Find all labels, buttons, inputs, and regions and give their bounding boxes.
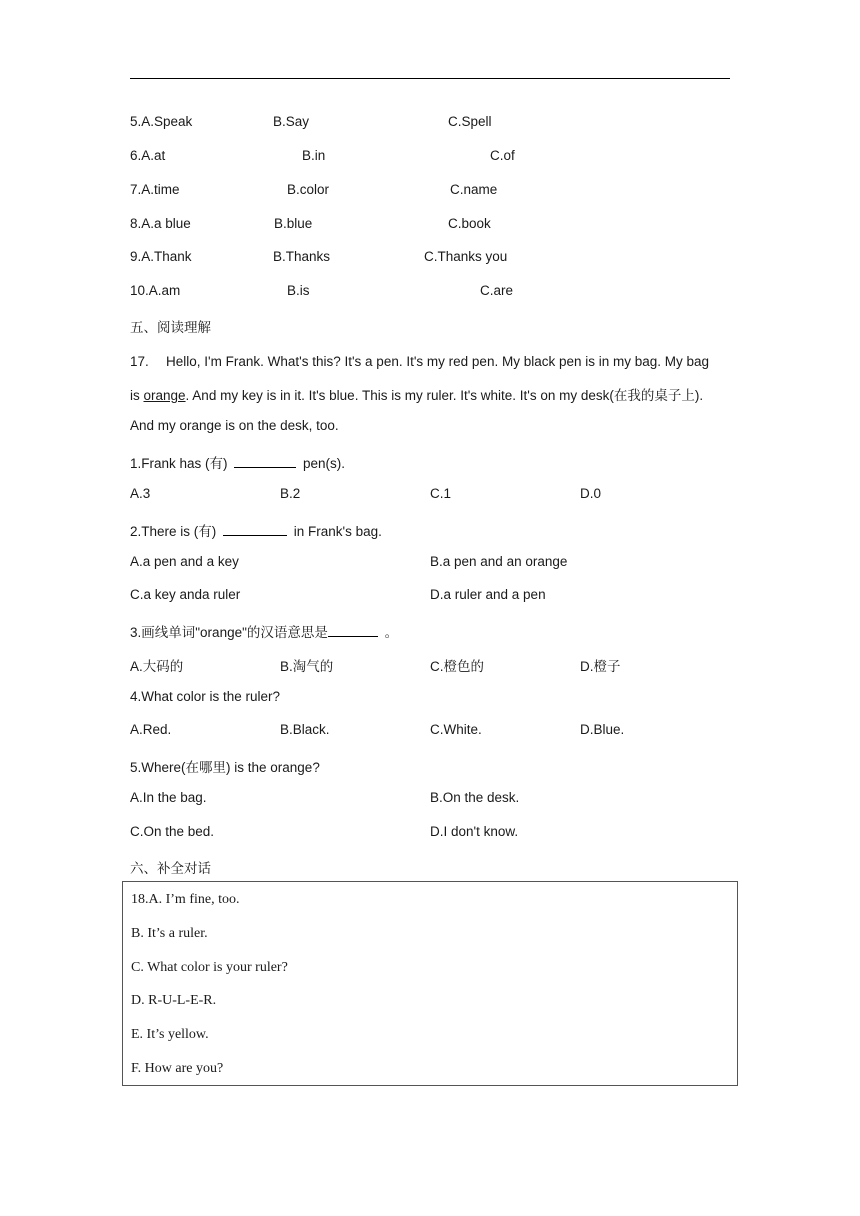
- option-c: C.of: [490, 148, 515, 163]
- option-b: B.is: [287, 283, 310, 298]
- dialogue-option: E. It’s yellow.: [131, 1027, 209, 1042]
- question-stem: [130, 452, 345, 472]
- answer-option: B.a pen and an orange: [430, 554, 568, 569]
- question-text: 。: [380, 625, 399, 640]
- option-a: 8.A.a blue: [130, 216, 191, 231]
- question-text: 3.画线单词"orange"的汉语意思是: [130, 625, 328, 640]
- underlined-word: orange: [143, 388, 186, 403]
- option-a: 5.A.Speak: [130, 114, 193, 129]
- option-b: B.blue: [274, 216, 313, 231]
- question-stem: 5.Where(在哪里) is the orange?: [130, 760, 320, 775]
- answer-option: D.橙子: [580, 659, 621, 674]
- answer-option: C.a key anda ruler: [130, 587, 241, 602]
- dialogue-option: B. It’s a ruler.: [131, 926, 208, 941]
- answer-option: B.On the desk.: [430, 790, 520, 805]
- answer-option: B.2: [280, 486, 301, 501]
- section-heading-reading: 五、阅读理解: [130, 320, 211, 335]
- question-text: in Frank's bag.: [290, 524, 382, 539]
- option-a: 7.A.time: [130, 182, 180, 197]
- answer-option: D.0: [580, 486, 602, 501]
- option-a: 10.A.am: [130, 283, 181, 298]
- answer-option: C.White.: [430, 722, 482, 737]
- answer-blank: [223, 523, 287, 536]
- passage-line: And my orange is on the desk, too.: [130, 418, 339, 433]
- answer-option: A.Red.: [130, 722, 172, 737]
- answer-blank: [234, 455, 296, 468]
- option-c: C.name: [450, 182, 498, 197]
- answer-blank: [328, 624, 378, 637]
- option-c: C.Thanks you: [424, 249, 508, 264]
- header-rule: [130, 78, 730, 79]
- dialogue-option: C. What color is your ruler?: [131, 960, 288, 975]
- dialogue-options-box: [122, 881, 738, 1086]
- answer-option: C.1: [430, 486, 452, 501]
- option-b: B.Say: [273, 114, 310, 129]
- answer-option: A.a pen and a key: [130, 554, 239, 569]
- option-c: C.are: [480, 283, 514, 298]
- option-c: C.Spell: [448, 114, 492, 129]
- dialogue-option: 18.A. I’m fine, too.: [131, 892, 240, 907]
- section-heading-dialogue: 六、补全对话: [130, 861, 211, 876]
- option-b: B.Thanks: [273, 249, 331, 264]
- answer-option: C.On the bed.: [130, 824, 215, 839]
- option-a: 9.A.Thank: [130, 249, 192, 264]
- question-text: pen(s).: [299, 456, 346, 471]
- passage-text: . And my key is in it. It's blue. This is my ruler. It's white. It's on my desk(在我的桌子上).: [185, 388, 704, 403]
- answer-option: A.3: [130, 486, 151, 501]
- dialogue-option: F. How are you?: [131, 1061, 224, 1076]
- answer-option: A.大码的: [130, 659, 184, 674]
- answer-option: B.Black.: [280, 722, 330, 737]
- answer-option: D.Blue.: [580, 722, 625, 737]
- answer-option: D.a ruler and a pen: [430, 587, 546, 602]
- question-stem: 4.What color is the ruler?: [130, 689, 281, 704]
- option-b: B.color: [287, 182, 330, 197]
- option-b: B.in: [302, 148, 326, 163]
- dialogue-option: D. R-U-L-E-R.: [131, 993, 217, 1008]
- answer-option: A.In the bag.: [130, 790, 207, 805]
- option-c: C.book: [448, 216, 491, 231]
- option-a: 6.A.at: [130, 148, 166, 163]
- passage-line: 17. Hello, I'm Frank. What's this? It's a pen. It's my red pen. My black pen is in my bag. My bag: [130, 354, 710, 369]
- question-stem: [130, 520, 382, 540]
- answer-option: B.淘气的: [280, 659, 334, 674]
- answer-option: C.橙色的: [430, 659, 484, 674]
- question-text: 1.Frank has (有): [130, 456, 232, 471]
- passage-line: [130, 384, 730, 404]
- question-text: 2.There is (有): [130, 524, 221, 539]
- question-stem: [130, 621, 398, 641]
- passage-text: is: [130, 388, 144, 403]
- answer-option: D.I don't know.: [430, 824, 519, 839]
